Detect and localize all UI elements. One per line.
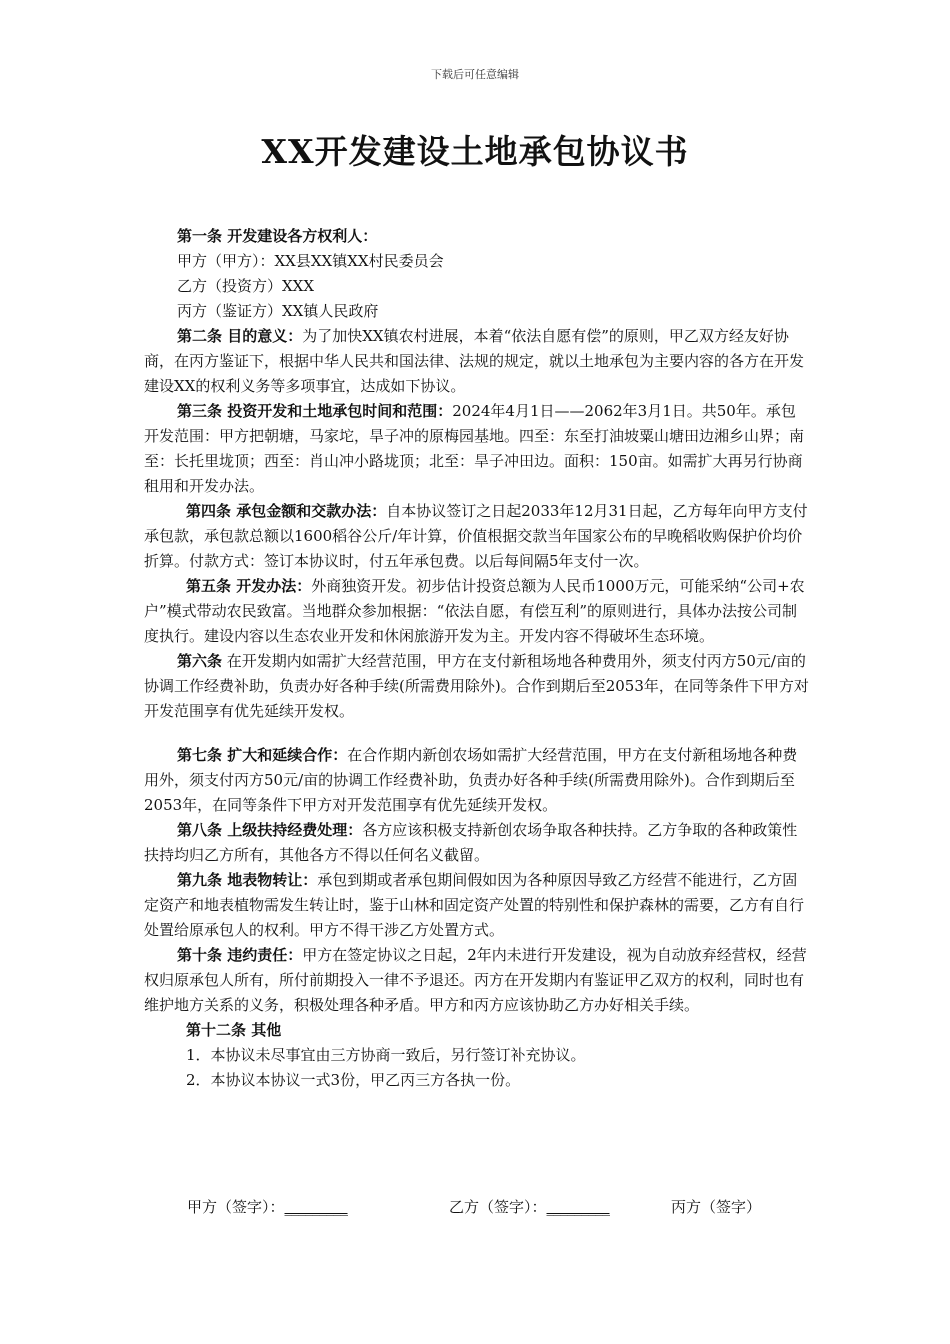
- article-4-text: 自本协议签订之日起2033年12月31日起，乙方每年向甲方支付承包款，承包款总额以1600稻谷公斤/年计算，价值根据交款当年国家公布的早晚稻收购保护价均价折算。付款方式：签订本协议时，付五年承包费。以后每间隔5年支付一次。: [144, 502, 808, 570]
- article-7-heading: 第七条 扩大和延续合作：: [177, 746, 348, 764]
- article-6-text: 在开发期内如需扩大经营范围，甲方在支付新租场地各种费用外，须支付丙方50元/亩的协调工作经费补助，负责办好各种手续(所需费用除外)。合作到期后至2053年，在同等条件下甲方对开发范围享有优先延续开发权。: [144, 652, 809, 720]
- article-3-heading: 第三条 投资开发和土地承包时间和范围：: [177, 402, 453, 420]
- article-6: [144, 649, 810, 724]
- party-a-signature-blank: _________: [284, 1198, 348, 1216]
- header-note: 下载后可任意编辑: [431, 68, 519, 81]
- document-title: XX开发建设土地承包协议书: [261, 132, 689, 171]
- party-b-signature: [449, 1195, 671, 1220]
- document-body: [144, 224, 810, 1093]
- article-9: [144, 868, 810, 943]
- party-b-line: 乙方（投资方）XXX: [177, 277, 315, 295]
- party-c-line: 丙方（鉴证方）XX镇人民政府: [177, 302, 379, 320]
- party-a-line: 甲方（甲方）：XX县XX镇XX村民委员会: [177, 252, 444, 270]
- article-7-text: 在合作期内新创农场如需扩大经营范围，甲方在支付新租场地各种费用外，须支付丙方50元/亩的协调工作经费补助，负责办好各种手续(所需费用除外)。合作到期后至2053年，在同等条件下甲方对开发范围享有优先延续开发权。: [144, 746, 798, 814]
- article-4: [144, 499, 810, 574]
- article-2: [144, 324, 810, 399]
- article-6-heading: 第六条: [177, 652, 223, 670]
- party-a-signature: [187, 1195, 449, 1220]
- article-5-text: 外商独资开发。初步估计投资总额为人民币1000万元，可能采纳“公司+农户”模式带动农民致富。当地群众参加根据：“依法自愿，有偿互利”的原则进行，具体办法按公司制度执行。建设内容以生态农业开发和休闲旅游开发为主。开发内容不得破坏生态环境。: [144, 577, 805, 645]
- article-9-heading: 第九条 地表物转让：: [177, 871, 318, 889]
- article-3-text: 2024年4月1日——2062年3月1日。共50年。承包开发范围：甲方把朝塘，马家坨，旱子冲的原梅园基地。四至：东至打油坡粟山塘田边湘乡山界；南至：长托里垅顶；西至：肖山冲小路垅顶；北至：旱子冲田边。面积：150亩。如需扩大再另行协商租用和开发办法。: [144, 402, 805, 495]
- article-2-text: 为了加快XX镇农村进展，本着“依法自愿有偿”的原则，甲乙双方经友好协商，在丙方鉴证下，根据中华人民共和国法律、法规的规定，就以土地承包为主要内容的各方在开发建设XX的权利义务等多项事宜，达成如下协议。: [144, 327, 805, 395]
- party-b-signature-blank: _________: [546, 1198, 610, 1216]
- article-4-heading: 第四条 承包金额和交款办法：: [186, 502, 387, 520]
- article-12-item-2: 2．本协议本协议一式3份，甲乙丙三方各执一份。: [186, 1071, 521, 1089]
- article-10-text: 甲方在签定协议之日起，2年内未进行开发建设，视为自动放弃经营权，经营权归原承包人所有，所付前期投入一律不予退还。丙方在开发期内有鉴证甲乙双方的权利，同时也有维护地方关系的义务，积极处理各种矛盾。甲方和丙方应该协助乙方办好相关手续。: [144, 946, 807, 1014]
- party-c-signature-label: 丙方（签字）: [671, 1198, 762, 1216]
- signature-row: [187, 1195, 827, 1220]
- article-8-heading: 第八条 上级扶持经费处理：: [177, 821, 363, 839]
- article-10: [144, 943, 810, 1018]
- article-8-text: 各方应该积极支持新创农场争取各种扶持。乙方争取的各种政策性扶持均归乙方所有，其他各方不得以任何名义截留。: [144, 821, 798, 864]
- article-5: [144, 574, 810, 649]
- paragraph-gap: [144, 724, 810, 743]
- article-2-heading: 第二条 目的意义：: [177, 327, 303, 345]
- party-b-signature-label: 乙方（签字）：: [449, 1198, 547, 1216]
- article-1-heading: 第一条 开发建设各方权利人：: [177, 227, 378, 245]
- article-8: [144, 818, 810, 868]
- article-12-item-1: 1．本协议未尽事宜由三方协商一致后，另行签订补充协议。: [186, 1046, 586, 1064]
- article-12-heading: 第十二条 其他: [186, 1021, 282, 1039]
- article-10-heading: 第十条 违约责任：: [177, 946, 303, 964]
- party-a-signature-label: 甲方（签字）：: [187, 1198, 285, 1216]
- article-5-heading: 第五条 开发办法：: [186, 577, 312, 595]
- article-7: [144, 743, 810, 818]
- article-3: [144, 399, 810, 499]
- article-9-text: 承包到期或者承包期间假如因为各种原因导致乙方经营不能进行，乙方固定资产和地表植物需发生转让时，鉴于山林和固定资产处置的特别性和保护森林的需要，乙方有自行处置给原承包人的权利。甲方不得干涉乙方处置方式。: [144, 871, 805, 939]
